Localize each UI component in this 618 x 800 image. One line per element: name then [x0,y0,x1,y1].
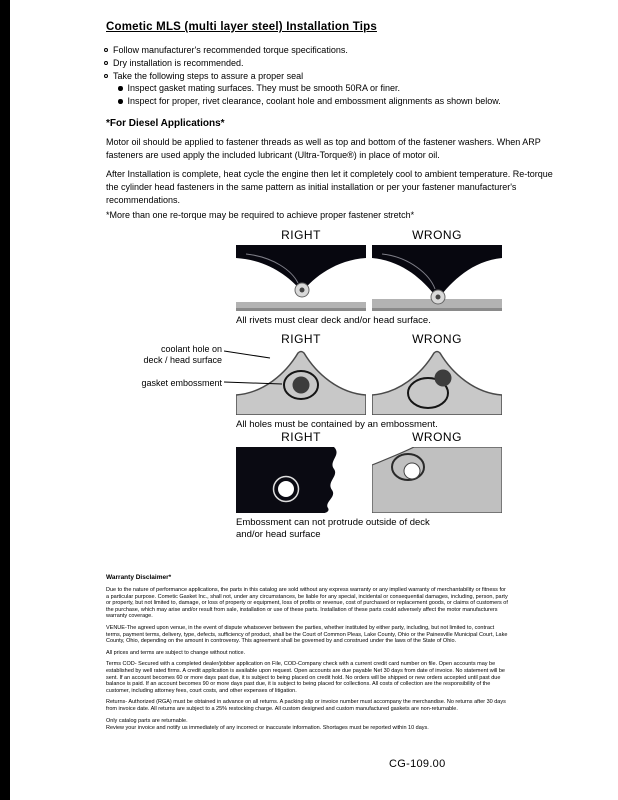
tip-item [104,57,574,70]
bullet-icon [118,86,123,91]
binding-edge-bar [0,0,10,800]
legal-paragraph-invoice: Review your invoice and notify us immediately of any incorrect or inaccurate information. Shortages must be reported within 10 days. [106,725,429,732]
circle-bullet-icon [104,48,108,52]
legal-section [106,574,508,737]
legal-paragraph-catalog: Only catalog parts are returnable. [106,717,188,724]
tip-sub-item [118,82,574,95]
legal-paragraph-warranty: Due to the nature of performance applications, the parts in this catalog are sold without any express warranty or any implied warranty of merchantability or fitness for a particular purpose. Cometic Gasket Inc., shall not, under any circumstances, be liable for any special, incidental or consequential damages, including, person, party or property, but not limited to, damage, or loss of property or equipment, loss of profits or revenue, cost of purchased or replacement goods, or claims of customers of the purchase, which may arise and/or result from sale, installation or use of these parts. Installation of these parts could adversely affect the motor manufacturers warranty coverage. [106,587,508,620]
diesel-paragraph-oil: Motor oil should be applied to fastener threads as well as top and bottom of the fastener washers. When ARP fasteners are used apply the included lubricant (Ultra-Torque®) in place of motor oil. [106,137,541,160]
tip-item [104,70,574,83]
circle-bullet-icon [104,74,108,78]
diagram-labels [236,332,502,346]
diagram-figures [236,447,502,513]
bullet-icon [118,99,123,104]
diagram-row-embossment-protrusion [236,430,502,541]
diagram-caption-rivets: All rivets must clear deck and/or head surface. [236,315,431,326]
page-title: Cometic MLS (multi layer steel) Installation Tips [106,21,377,33]
embossment-protrusion-wrong-figure [372,447,502,513]
diagram-figures [236,349,502,415]
tip-text: Inspect for proper, rivet clearance, coolant hole and embossment alignments as shown below. [127,96,501,107]
legal-paragraph-venue: VENUE-The agreed upon venue, in the event of dispute whatsoever between the parties, whether instituted by either party, including, but not limited to, contract terms, payment terms, delivery, type, defects, sufficiency of product, shall be the Court of Common Pleas, Lake County, Ohio or the Painesville Municipal Court, Lake County, Ohio, depending on the amount in controversy. This agreement shall be governed by and construed under the laws of the State of Ohio. [106,624,508,645]
diagram-caption-protrusion: Embossment can not protrude outside of deck and/or head surface [236,517,430,540]
warranty-disclaimer-heading: Warranty Disclaimer* [106,574,172,581]
legal-paragraph-terms: Terms COD- Secured with a completed dealer/jobber application on File, COD-Company check with a current credit card number on file. Open accounts may be established by well rated firms. A credit application is available upon request. Open accounts are due payable Net 30 days from date of invoice. No statement will be sent. If an account becomes 60 or more days past due, it is subject to being placed on credit hold. No orders will be shipped or new orders accepted until past due balance is paid. If an account becomes 90 or more days past due, it is subject to being placed for collections. All costs of collection are the responsibility of the customer, including attorney fees, court costs, and other expenses of litigation. [106,661,505,694]
right-label: RIGHT [281,332,321,346]
wrong-label: WRONG [412,332,462,346]
diagram-row-embossment-containment [236,332,502,431]
legal-paragraph-returns: Returns- Authorized (RGA) must be obtained in advance on all returns. A packing slip or invoice number must accompany the merchandise. No returns after 30 days from invoice date. All returns are subject to a 25% restocking charge. All custom designed and custom manufactured gaskets are non-returnable. [106,699,506,712]
retorque-note: *More than one re-torque may be required to achieve proper fastener stretch* [106,210,415,220]
diagram-figures [236,245,502,311]
diesel-paragraph-retorque: After Installation is complete, heat cycle the engine then let it completely cool to ambient temperature. Re-torque the cylinder head fasteners in the same pattern as initial installation or per your fastener manufacturer's recommendations. [106,169,553,205]
tip-item [104,44,574,57]
hole-embossment-right-figure [236,349,366,415]
page-code: CG-109.00 [389,758,446,770]
tip-text: Inspect gasket mating surfaces. They must be smooth 50RA or finer. [127,83,400,94]
installation-tips-list [104,44,574,108]
gasket-embossment-callout: gasket embossment [141,378,222,388]
wrong-label: WRONG [412,430,462,444]
diagram-labels [236,430,502,444]
tip-text: Follow manufacturer's recommended torque specifications. [113,45,348,55]
coolant-hole-callout [116,344,222,366]
legal-paragraph-prices: All prices and terms are subject to change without notice. [106,649,246,656]
coolant-hole-callout-line1: coolant hole on [160,344,222,354]
tip-sub-item [118,95,574,108]
wrong-label: WRONG [412,228,462,242]
tip-text: Take the following steps to assure a proper seal [113,70,304,81]
tip-text: Dry installation is recommended. [113,57,244,68]
diagram-caption-holes: All holes must be contained by an embossment. [236,419,438,430]
right-label: RIGHT [281,228,321,242]
embossment-protrusion-right-figure [236,447,366,513]
diagram-labels [236,228,502,242]
right-label: RIGHT [281,430,321,444]
diagram-row-rivet-clearance [236,228,502,327]
diesel-applications-heading: *For Diesel Applications* [106,118,225,129]
coolant-hole-callout-line2: deck / head surface [143,355,222,365]
rivet-clearance-wrong-figure [372,245,502,311]
circle-bullet-icon [104,61,108,65]
hole-embossment-wrong-figure [372,349,502,415]
rivet-clearance-right-figure [236,245,366,311]
